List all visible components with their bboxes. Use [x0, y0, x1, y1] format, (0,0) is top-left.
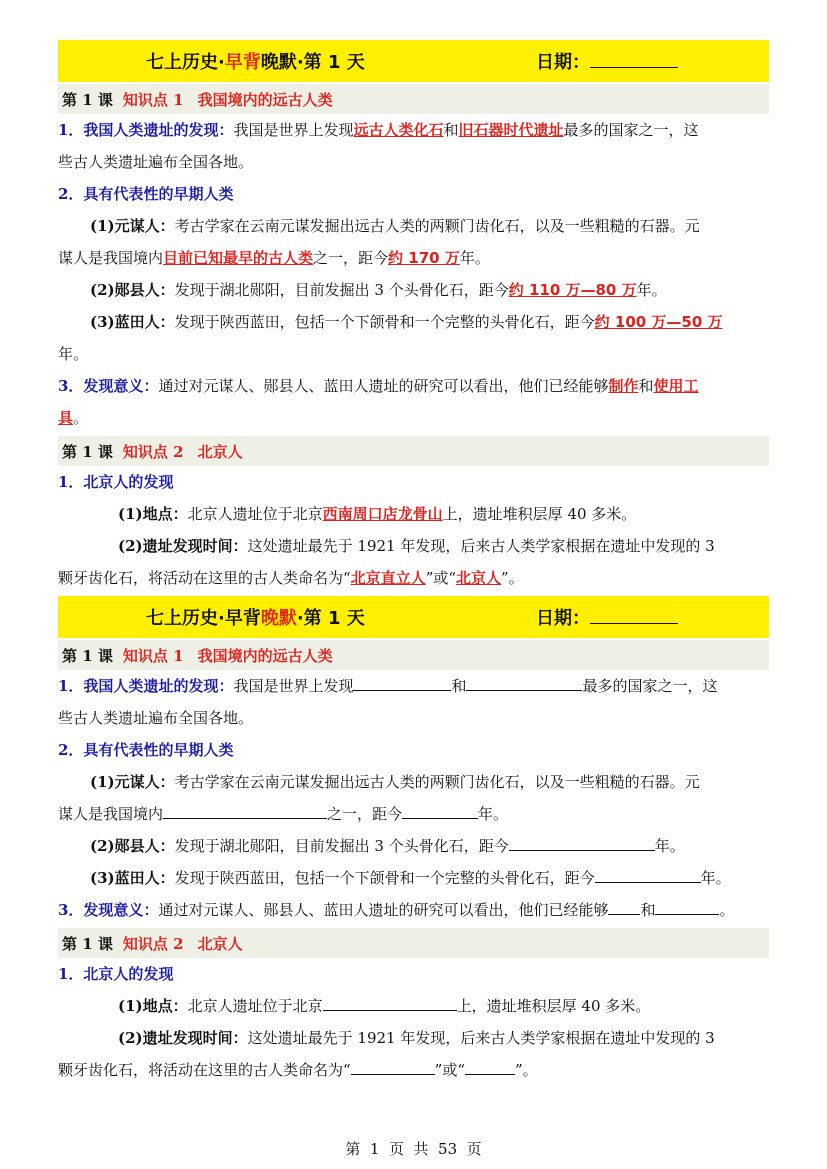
- sheet1-p2-heading: 2．具有代表性的早期人类: [58, 185, 234, 203]
- text: 发现于湖北郧阳，目前发掘出 3 个头骨化石，距今: [174, 837, 509, 855]
- item-label: (1)地点：: [118, 505, 188, 523]
- text: ”或“: [425, 569, 457, 587]
- knowledge-point-topic: 北京人: [197, 442, 243, 461]
- fill-blank[interactable]: [402, 803, 478, 819]
- text: 和: [443, 121, 459, 139]
- text: 。: [73, 409, 89, 427]
- sheet1-p3-line2: [58, 402, 769, 434]
- knowledge-point-label: 知识点 2: [122, 442, 184, 461]
- knowledge-point-topic: 我国境内的远古人类: [197, 90, 333, 109]
- answer: 约 170 万: [388, 249, 460, 267]
- text: 年。: [636, 281, 667, 299]
- item-label: (1)地点：: [118, 997, 188, 1015]
- title-part: 晚默: [260, 52, 297, 73]
- text: 年。: [700, 869, 731, 887]
- text: 这处遗址最先于 1921 年发现，后来古人类学家根据在遗址中发现的 3: [247, 1029, 715, 1047]
- lesson-label: 第 1 课: [62, 934, 113, 953]
- sheet1-kp1-bar: [58, 84, 769, 114]
- text: 颗牙齿化石，将活动在这里的古人类命名为“: [58, 569, 351, 587]
- lesson-label: 第 1 课: [62, 646, 113, 665]
- page-footer: 第 1 页 共 53 页: [345, 1140, 482, 1158]
- sheet2-p2-heading: 2．具有代表性的早期人类: [58, 741, 234, 759]
- answer: 北京人: [456, 569, 502, 587]
- title-part: ·第 1 天: [296, 608, 365, 629]
- sheet1-p1-line1: [58, 114, 769, 146]
- text: 谋人是我国境内: [58, 249, 164, 267]
- sheet1-bj-heading: 1．北京人的发现: [58, 473, 174, 491]
- text: ”。: [501, 569, 524, 587]
- sheet2-yunxian-line: [58, 830, 769, 862]
- sheet1-yunxian-line: [58, 274, 769, 306]
- section-heading: 3．发现意义：: [58, 377, 159, 395]
- sheet2-yuanmou-line1: [58, 766, 769, 798]
- title-part: 七上历史·: [146, 52, 225, 73]
- text: 考古学家在云南元谋发掘出远古人类的两颗门齿化石，以及一些粗糙的石器。元: [174, 773, 700, 791]
- sheet2-time-line2: [58, 1054, 769, 1086]
- item-label: (2)郧县人：: [90, 837, 175, 855]
- sheet2-p3-line: [58, 894, 769, 926]
- sheet1-title-banner: [58, 40, 769, 82]
- text: 发现于陕西蓝田，包括一个下颌骨和一个完整的头骨化石，距今: [174, 869, 595, 887]
- section-heading: 3．发现意义：: [58, 901, 159, 919]
- sheet2-time-line1: [58, 1022, 769, 1054]
- text: 年。: [478, 805, 509, 823]
- knowledge-point-topic: 北京人: [197, 934, 243, 953]
- sheet1-p1-line2: 些古人类遗址遍布全国各地。: [58, 153, 254, 171]
- item-label: (3)蓝田人：: [90, 313, 175, 331]
- text: 颗牙齿化石，将活动在这里的古人类命名为“: [58, 1061, 351, 1079]
- title-part: 七上历史·早背: [146, 608, 261, 629]
- answer: 约 100 万—50 万: [594, 313, 723, 331]
- worksheet: [58, 40, 769, 1086]
- sheet2-bj-heading: 1．北京人的发现: [58, 965, 174, 983]
- fill-blank[interactable]: [351, 1059, 435, 1075]
- answer: 远古人类化石: [353, 121, 444, 139]
- sheet2-p1-line2: 些古人类遗址遍布全国各地。: [58, 709, 254, 727]
- text: 谋人是我国境内: [58, 805, 164, 823]
- text: 年。: [654, 837, 685, 855]
- sheet1-time-line1: [58, 530, 769, 562]
- sheet1-p3-line1: [58, 370, 769, 402]
- sheet2-kp2-bar: [58, 928, 769, 958]
- text: 之一，距今: [327, 805, 403, 823]
- text: 发现于陕西蓝田，包括一个下颌骨和一个完整的头骨化石，距今: [174, 313, 595, 331]
- text: 和: [640, 901, 656, 919]
- text: 最多的国家之一，这: [563, 121, 699, 139]
- fill-blank[interactable]: [163, 803, 327, 819]
- date-label: 日期：: [536, 52, 590, 73]
- title-highlight: 晚默: [260, 608, 297, 629]
- section-heading: 1．我国人类遗址的发现：: [58, 121, 234, 139]
- text: 通过对元谋人、郧县人、蓝田人遗址的研究可以看出，他们已经能够: [158, 901, 609, 919]
- sheet1-loc-line: [58, 498, 769, 530]
- sheet1-yuanmou-line2: [58, 242, 769, 274]
- answer: 具: [58, 409, 74, 427]
- sheet2-title-banner: [58, 596, 769, 638]
- text: 考古学家在云南元谋发掘出远古人类的两颗门齿化石，以及一些粗糙的石器。元: [174, 217, 700, 235]
- sheet1-lantian-line1: [58, 306, 769, 338]
- lesson-label: 第 1 课: [62, 442, 113, 461]
- sheet2-date: [536, 604, 678, 630]
- fill-blank[interactable]: [323, 995, 457, 1011]
- text: 我国是世界上发现: [233, 677, 354, 695]
- sheet2-yuanmou-line2: [58, 798, 769, 830]
- text: 最多的国家之一，这: [582, 677, 718, 695]
- text: 。: [719, 901, 735, 919]
- sheet1-time-line2: [58, 562, 769, 594]
- text: 这处遗址最先于 1921 年发现，后来古人类学家根据在遗址中发现的 3: [247, 537, 715, 555]
- date-label: 日期：: [536, 608, 590, 629]
- sheet2-title: [146, 604, 365, 630]
- title-highlight: 早背: [224, 52, 261, 73]
- answer: 旧石器时代遗址: [458, 121, 564, 139]
- text: 之一，距今: [313, 249, 389, 267]
- answer: 北京直立人: [350, 569, 426, 587]
- text: 北京人遗址位于北京: [187, 997, 323, 1015]
- sheet2-loc-line: [58, 990, 769, 1022]
- text: 年。: [459, 249, 490, 267]
- text: 和: [638, 377, 654, 395]
- item-label: (1)元谋人：: [90, 217, 175, 235]
- date-blank[interactable]: [590, 52, 678, 68]
- fill-blank[interactable]: [509, 835, 655, 851]
- answer: 约 110 万—80 万: [508, 281, 637, 299]
- knowledge-point-label: 知识点 1: [122, 646, 184, 665]
- text: 上，遗址堆积层厚 40 多米。: [442, 505, 637, 523]
- fill-blank[interactable]: [353, 675, 451, 691]
- title-part: ·第 1 天: [296, 52, 365, 73]
- text: ”或“: [434, 1061, 466, 1079]
- fill-blank[interactable]: [465, 1059, 515, 1075]
- text: 北京人遗址位于北京: [187, 505, 323, 523]
- text: 和: [451, 677, 467, 695]
- item-label: (2)郧县人：: [90, 281, 175, 299]
- fill-blank[interactable]: [466, 675, 582, 691]
- sheet1-yuanmou-line1: [58, 210, 769, 242]
- text: ”。: [515, 1061, 538, 1079]
- sheet1-title: [146, 48, 365, 74]
- knowledge-point-topic: 我国境内的远古人类: [197, 646, 333, 665]
- text: 上，遗址堆积层厚 40 多米。: [456, 997, 651, 1015]
- item-label: (2)遗址发现时间：: [118, 537, 248, 555]
- answer: 西南周口店龙骨山: [322, 505, 443, 523]
- answer: 目前已知最早的古人类: [163, 249, 314, 267]
- sheet2-p1-line1: [58, 670, 769, 702]
- item-label: (3)蓝田人：: [90, 869, 175, 887]
- date-blank[interactable]: [590, 608, 678, 624]
- answer: 制作: [608, 377, 639, 395]
- knowledge-point-label: 知识点 2: [122, 934, 184, 953]
- item-label: (2)遗址发现时间：: [118, 1029, 248, 1047]
- lesson-label: 第 1 课: [62, 90, 113, 109]
- answer: 使用工: [653, 377, 699, 395]
- fill-blank[interactable]: [655, 899, 719, 915]
- text: 发现于湖北郧阳，目前发掘出 3 个头骨化石，距今: [174, 281, 509, 299]
- sheet1-kp2-bar: [58, 436, 769, 466]
- knowledge-point-label: 知识点 1: [122, 90, 184, 109]
- sheet2-lantian-line: [58, 862, 769, 894]
- item-label: (1)元谋人：: [90, 773, 175, 791]
- sheet1-lantian-line2: 年。: [58, 345, 89, 363]
- fill-blank[interactable]: [595, 867, 701, 883]
- text: 我国是世界上发现: [233, 121, 354, 139]
- sheet1-date: [536, 48, 678, 74]
- fill-blank[interactable]: [608, 899, 640, 915]
- sheet2-kp1-bar: [58, 640, 769, 670]
- text: 通过对元谋人、郧县人、蓝田人遗址的研究可以看出，他们已经能够: [158, 377, 609, 395]
- section-heading: 1．我国人类遗址的发现：: [58, 677, 234, 695]
